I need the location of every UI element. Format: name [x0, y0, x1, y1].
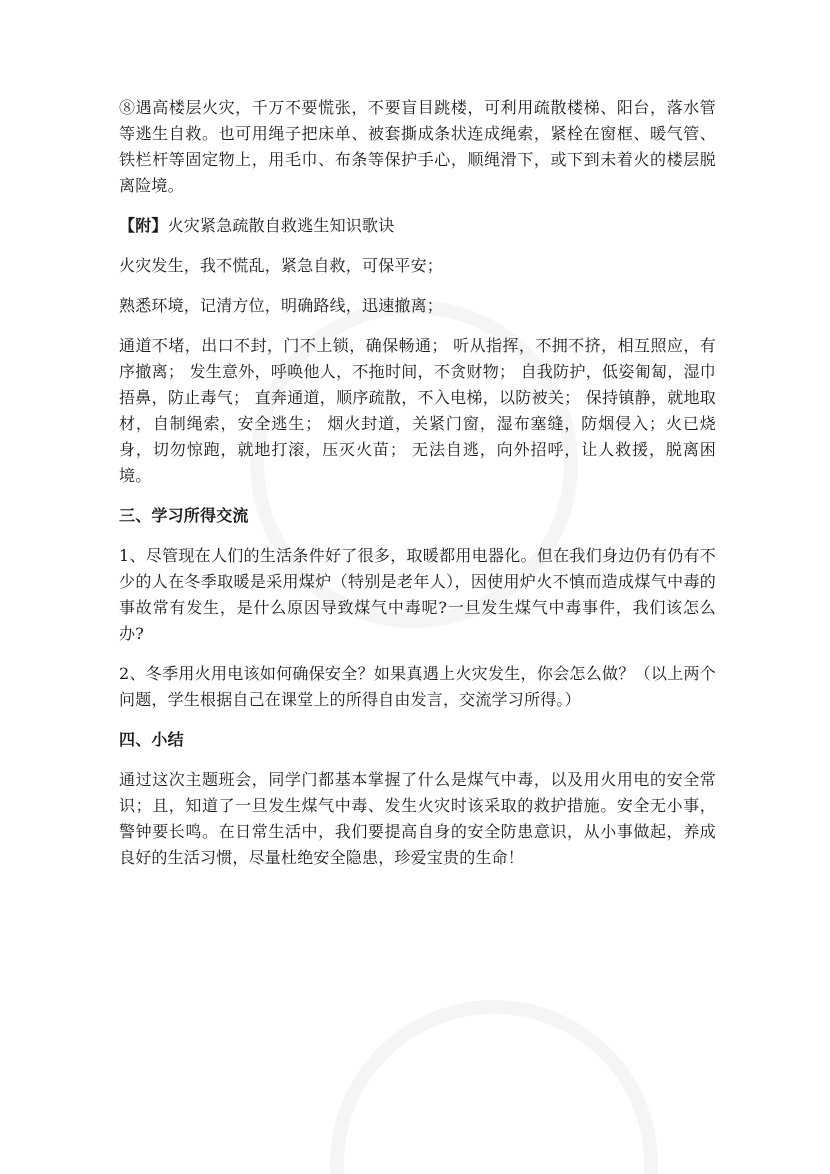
- appendix-bracket: 【附】: [119, 216, 168, 235]
- document-body: [119, 95, 716, 871]
- song-body: 通道不堵，出口不封，门不上锁，确保畅通； 听从指挥，不拥不挤，相互照应，有序撤离； 发生意外，呼唤他人，不拖时间，不贪财物； 自我防护，低姿匍匐，湿巾捂鼻，防止毒气； 直奔通道，顺序疏散，不入电梯，以防被关； 保持镇静，就地取材，自制绳索，安全逃生； 烟火封道，关紧门窗，湿布塞缝，防烟侵入；火已烧身，切勿惊跑，就地打滚，压灭火苗； 无法自逃，向外招呼，让人救援，脱离困境。: [119, 336, 716, 485]
- appendix-heading: [119, 213, 716, 239]
- song-line-2: 熟悉环境，记清方位，明确路线，迅速撤离；: [119, 296, 444, 315]
- watermark-ring: [330, 1000, 658, 1174]
- summary-paragraph: 通过这次主题班会，同学门都基本掌握了什么是煤气中毒，以及用火用电的安全常识；且，知道了一旦发生煤气中毒、发生火灾时该采取的救护措施。安全无小事，警钟要长鸣。在日常生活中，我们要提高自身的安全防患意识，从小事做起，养成良好的生活习惯，尽量杜绝安全隐患，珍爱宝贵的生命！: [119, 770, 716, 867]
- appendix-title: 火灾紧急疏散自救逃生知识歌诀: [167, 216, 395, 235]
- question-2: 2、冬季用火用电该如何确保安全？如果真遇上火灾发生，你会怎么做？（以上两个问题，学生根据自己在课堂上的所得自由发言，交流学习所得。）: [119, 664, 716, 709]
- section-heading-3: 三、学习所得交流: [119, 506, 249, 525]
- paragraph-high-floor-fire: ⑧遇高楼层火灾，千万不要慌张，不要盲目跳楼，可利用疏散楼梯、阳台，落水管等逃生自救。也可用绳子把床单、被套撕成条状连成绳索，紧栓在窗框、暖气管、铁栏杆等固定物上，用毛巾、布条等保护手心，顺绳滑下，或下到未着火的楼层脱离险境。: [119, 98, 716, 195]
- question-1: 1、尽管现在人们的生活条件好了很多，取暖都用电器化。但在我们身边仍有仍有不少的人在冬季取暖是采用煤炉（特别是老年人），因使用炉火不慎而造成煤气中毒的事故常有发生，是什么原因导致煤气中毒呢?一旦发生煤气中毒事件，我们该怎么办?: [119, 546, 716, 643]
- section-heading-4: 四、小结: [119, 730, 184, 749]
- song-line-1: 火灾发生，我不慌乱，紧急自救，可保平安；: [119, 256, 444, 275]
